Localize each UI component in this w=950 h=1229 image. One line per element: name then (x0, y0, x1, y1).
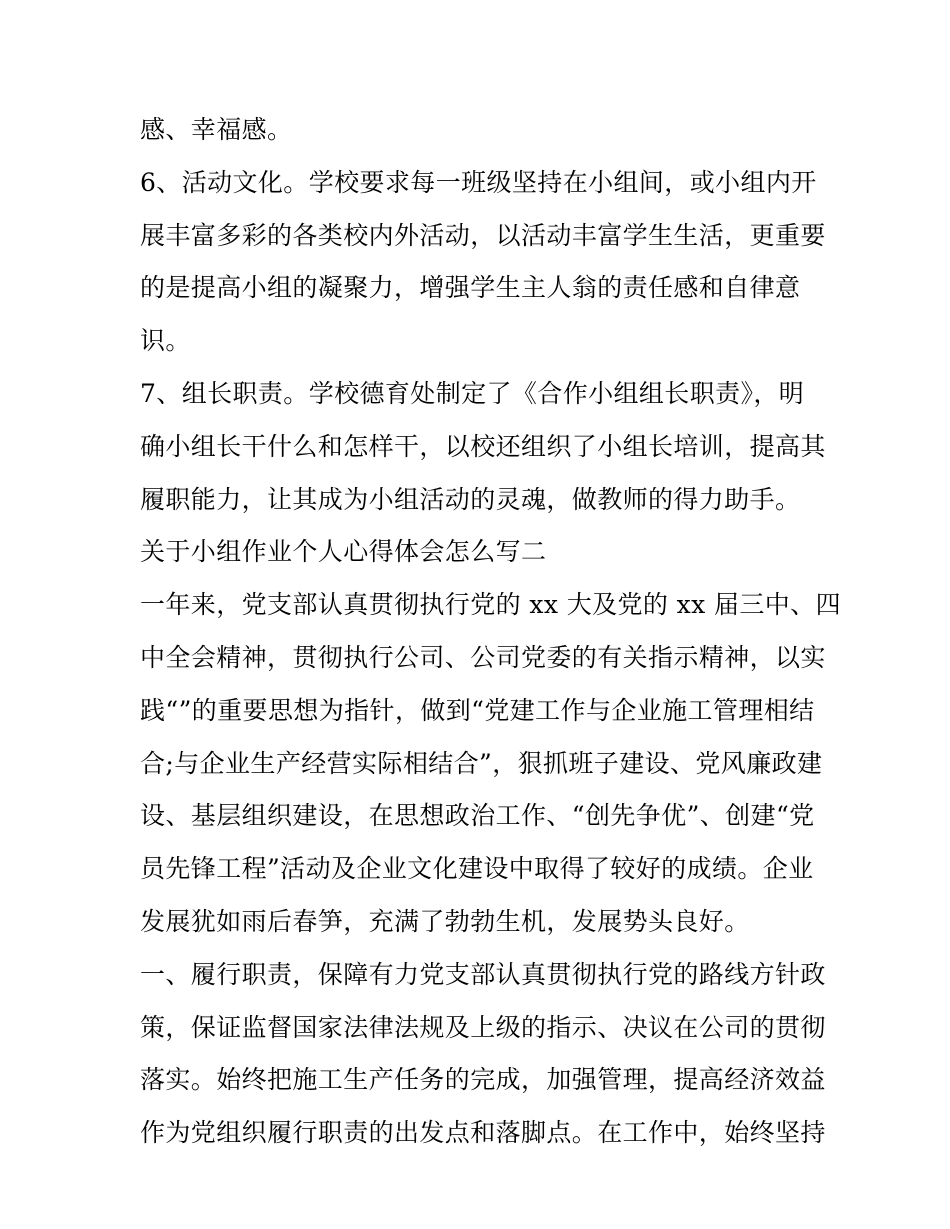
text-line: 一年来，党支部认真贯彻执行党的 xx 大及党的 xx 届三中、四 (140, 590, 841, 620)
text-line: 作为党组织履行职责的出发点和落脚点。在工作中，始终坚持 (140, 1118, 826, 1148)
text-line: 识。 (140, 326, 191, 356)
text-line: 落实。始终把施工生产任务的完成，加强管理，提高经济效益 (140, 1065, 826, 1095)
text-line: 设、基层组织建设，在思想政治工作、“创先争优”、创建“党 (140, 801, 815, 831)
text-line: 中全会精神，贯彻执行公司、公司党委的有关指示精神，以实 (140, 642, 826, 672)
text-line: 感、幸福感。 (140, 115, 293, 144)
text-line: 一、履行职责，保障有力党支部认真贯彻执行党的路线方针政 (140, 959, 826, 989)
text-line: 策，保证监督国家法律法规及上级的指示、决议在公司的贯彻 (140, 1012, 826, 1042)
document-body (140, 104, 841, 1160)
section-heading: 关于小组作业个人心得体会怎么写二 (140, 537, 547, 567)
text-line: 合;与企业生产经营实际相结合”，狠抓班子建设、党风廉政建 (140, 748, 823, 778)
text-line: 发展犹如雨后春笋，充满了勃勃生机，发展势头良好。 (140, 906, 750, 936)
text-line: 员先锋工程”活动及企业文化建设中取得了较好的成绩。企业 (140, 854, 814, 884)
text-line: 履职能力，让其成为小组活动的灵魂，做教师的得力助手。 (140, 484, 801, 514)
text-line: 6、活动文化。学校要求每一班级坚持在小组间，或小组内开 (140, 167, 817, 197)
text-line: 的是提高小组的凝聚力，增强学生主人翁的责任感和自律意 (140, 273, 801, 303)
text-line: 展丰富多彩的各类校内外活动，以活动丰富学生生活，更重要 (140, 220, 826, 250)
text-line: 确小组长干什么和怎样干，以校还组织了小组长培训，提高其 (140, 431, 826, 461)
text-line: 践“”的重要思想为指针，做到“党建工作与企业施工管理相结 (140, 695, 815, 725)
text-line: 7、组长职责。学校德育处制定了《合作小组组长职责》，明 (140, 378, 805, 408)
